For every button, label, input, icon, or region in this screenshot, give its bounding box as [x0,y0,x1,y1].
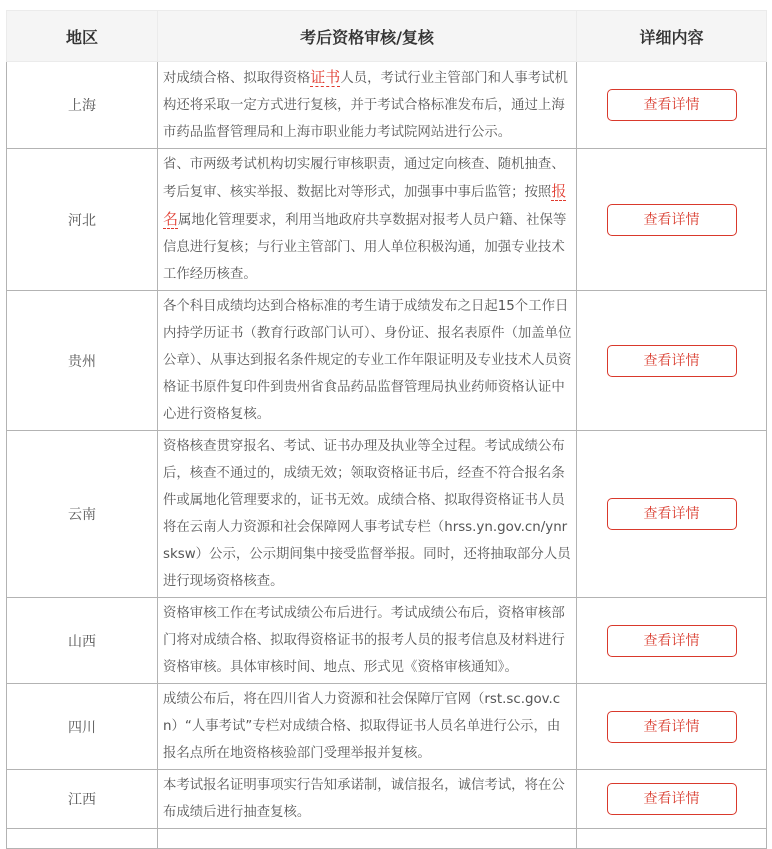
detail-cell [577,684,767,770]
content-cell: 成绩公布后，将在四川省人力资源和社会保障厅官网（rst.sc.gov.cn）“人事考试”专栏对成绩合格、拟取得证书人员名单进行公示，由报名点所在地资格核验部门受理举报并复核。 [158,684,577,770]
detail-cell [577,431,767,598]
detail-cell [577,770,767,829]
content-cell: 资格核查贯穿报名、考试、证书办理及执业等全过程。考试成绩公布后，核查不通过的，成绩无效；领取资格证书后，经查不符合报名条件或属地化管理要求的，证书无效。成绩合格、拟取得资格证书人员将在云南人力资源和社会保障网人事考试专栏（hrss.yn.gov.cn/ynrsksw）公示，公示期间集中接受监督举报。同时，还将抽取部分人员进行现场资格核查。 [158,431,577,598]
table-row-hebei [7,149,767,291]
view-details-button-hebei[interactable]: 查看详情 [607,204,737,236]
region-cell: 云南 [7,431,158,598]
view-details-button-sichuan[interactable]: 查看详情 [607,711,737,743]
region-cell: 贵州 [7,291,158,431]
content-cell [158,829,577,849]
detail-cell [577,62,767,149]
registration-link[interactable]: 报名 [163,182,567,228]
exam-review-table-container [6,10,766,849]
certificate-link[interactable]: 证书 [310,68,341,86]
exam-review-table [6,10,767,849]
view-details-button-yunnan[interactable]: 查看详情 [607,498,737,530]
detail-cell [577,291,767,431]
table-row-truncated [7,829,767,849]
view-details-button-shanghai[interactable]: 查看详情 [607,89,737,121]
header-detail: 详细内容 [577,11,767,62]
region-cell: 四川 [7,684,158,770]
region-cell: 上海 [7,62,158,149]
header-content: 考后资格审核/复核 [158,11,577,62]
content-cell [158,62,577,149]
content-text: 属地化管理要求，利用当地政府共享数据对报考人员户籍、社保等信息进行复核；与行业主管部门、用人单位积极沟通，加强专业技术工作经历核查。 [163,213,567,282]
view-details-button-jiangxi[interactable]: 查看详情 [607,783,737,815]
header-region: 地区 [7,11,158,62]
region-cell: 山西 [7,598,158,684]
table-header-row [7,11,767,62]
content-text: 对成绩合格、拟取得资格 [163,71,311,86]
region-cell: 江西 [7,770,158,829]
content-cell: 本考试报名证明事项实行告知承诺制，诚信报名，诚信考试，将在公布成绩后进行抽查复核。 [158,770,577,829]
view-details-button-guizhou[interactable]: 查看详情 [607,345,737,377]
view-details-button-shanxi[interactable]: 查看详情 [607,625,737,657]
table-row-sichuan [7,684,767,770]
table-row-guizhou [7,291,767,431]
detail-cell [577,598,767,684]
detail-cell [577,149,767,291]
content-cell: 资格审核工作在考试成绩公布后进行。考试成绩公布后，资格审核部门将对成绩合格、拟取得资格证书的报考人员的报考信息及材料进行资格审核。具体审核时间、地点、形式见《资格审核通知》。 [158,598,577,684]
region-cell: 河北 [7,149,158,291]
table-row-shanghai [7,62,767,149]
table-row-yunnan [7,431,767,598]
content-cell [158,149,577,291]
table-row-shanxi [7,598,767,684]
region-cell [7,829,158,849]
content-text: 省、市两级考试机构切实履行审核职责，通过定向核查、随机抽查、考后复审、核实举报、数据比对等形式，加强事中事后监管；按照 [163,157,565,200]
content-cell: 各个科目成绩均达到合格标准的考生请于成绩发布之日起15个工作日内持学历证书（教育行政部门认可）、身份证、报名表原件（加盖单位公章）、从事达到报名条件规定的专业工作年限证明及专业技术人员资格证书原件复印件到贵州省食品药品监督管理局执业药师资格认证中心进行资格复核。 [158,291,577,431]
table-row-jiangxi [7,770,767,829]
detail-cell [577,829,767,849]
content-text: 人员，考试行业主管部门和人事考试机构还将采取一定方式进行复核，并于考试合格标准发布后，通过上海市药品监督管理局和上海市职业能力考试院网站进行公示。 [163,71,568,140]
